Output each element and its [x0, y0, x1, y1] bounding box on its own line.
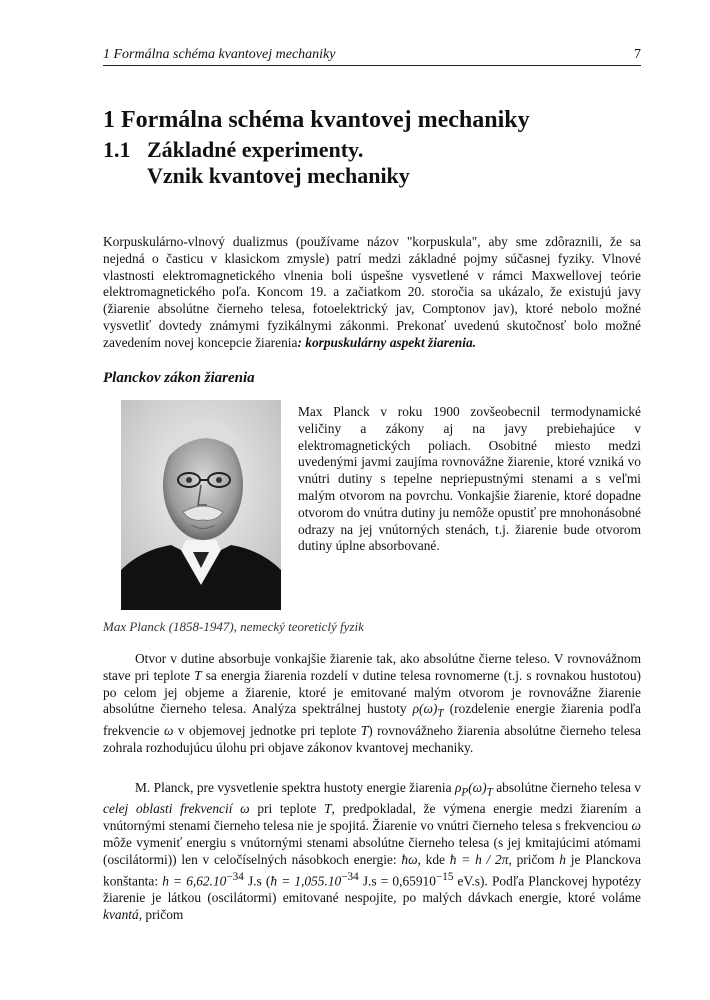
math-omega-arg: (ω) — [468, 780, 487, 795]
portrait-caption: Max Planck (1858-1947), nemecký teoreticlý fyzik — [103, 619, 364, 634]
math-unit: J.s — [243, 873, 262, 889]
section-title — [103, 137, 410, 189]
paragraph-blackbody — [103, 651, 641, 756]
text-span: , kde — [417, 851, 450, 867]
math-h: h — [559, 851, 566, 867]
math-hbar-definition: ħ = h / 2π — [449, 851, 509, 867]
intro-emphasis: : korpuskulárny aspekt žiarenia. — [297, 334, 477, 350]
running-header-title: 1 Formálna schéma kvantovej mechaniky — [103, 47, 336, 62]
math-hbar-value: ħ = 1,055.10 — [270, 873, 342, 889]
emphasis-quanta: kvantá — [103, 906, 139, 922]
math-T: T — [360, 722, 369, 738]
math-exponent: −15 — [435, 870, 454, 883]
math-exponent: −34 — [341, 870, 359, 883]
math-T: T — [194, 667, 202, 683]
math-T: T — [324, 801, 332, 817]
max-planck-portrait — [121, 400, 281, 610]
text-span: v objemovej jednotke pri teplote — [173, 722, 361, 738]
math-rho-omega: ρ(ω) — [412, 701, 438, 717]
intro-text: Korpuskulárno-vlnový dualizmus (používame názov "korpuskula", aby sme zdôraznili, že sa nejedná o časticu v klasickom zmysle) patrí medzi základné pojmy súčasnej fyziky. Vlnové vlastnosti elektromagnetického vlnenia boli úspešne vysvetlené v rámci Maxwellovej teórie elektromagnetického poľa. Koncom 19. a začiatkom 20. storočia sa ukázalo, že existujú javy (žiarenie absolútne čierneho telesa, fotoelektrický jav, Comptonov jav), ktoré nebolo možné vysvetliť dovtedy známymi fyzikálnymi zákonmi. Prekonať uvedenú skutočnosť bolo možné zavedením novej koncepcie žiarenia — [103, 234, 641, 350]
text-span: , pričom — [508, 851, 560, 867]
math-unit: eV.s — [453, 873, 480, 889]
text-span: ). Podľa Planckovej hypotézy žiarenie je látkou (oscilátormi) emitované nespojite, po malých dávkach energie, ktoré voláme — [103, 873, 642, 905]
math-subscript-P: P — [461, 786, 469, 799]
chapter-title: 1 Formálna schéma kvantovej mechaniky — [103, 107, 530, 133]
text-span: , predpokladal, že výmena energie medzi žiarením a vnútornými stenami čierneho telesa nie je spojitá. Žiarenie vo vnútri čierneho telesa s frekvenciou — [103, 801, 642, 834]
text-span: je Planckova konštanta: — [103, 851, 641, 889]
planck-intro-paragraph: Max Planck v roku 1900 zovšeobecnil termodynamické veličiny a zákony aj na javy prebiehajúce v elektromagnetických poliach. Osobitné miesto medzi uvedenými javmi zaujíma rovnovážne žiarenie, ktoré vzniká vo vnútri dutiny s tepelne nepriepustnými stenami a s veľmi malým otvorom na povrchu. Vonkajšie žiarenie, ktoré dopadne otvorom do vnútra dutiny ju nemôže opustiť pre mnohonásobné odrazy na jej vnútorných stenách, t.j. žiarenie bude otvorom dutiny úplne absorbované. — [298, 404, 641, 554]
math-subscript-T: T — [437, 708, 444, 721]
text-span: absolútne čierneho telesa v — [492, 780, 641, 795]
text-span: ( — [261, 873, 271, 889]
subsection-title: Planckov zákon žiarenia — [103, 370, 255, 386]
intro-paragraph — [103, 234, 641, 352]
math-omega: ω — [163, 722, 174, 738]
math-hbar-omega: ħω — [401, 851, 418, 867]
text-span: pri teplote — [249, 801, 325, 817]
page-number: 7 — [634, 47, 641, 62]
text-span: sa energia žiarenia rozdelí v dutine telesa rovnomerne (t.j. s rovnakou hustotou) po celom jej objeme a žiarenie, ktoré je emitované malým otvorom je rovnovážne žiarenie absolútne čierneho telesa. Analýza spektrálnej hustoty — [103, 667, 641, 717]
running-header — [103, 47, 641, 66]
emphasis-frequency-range: celej oblasti frekvencií — [103, 801, 233, 817]
section-title-line1: Základné experimenty. — [147, 137, 364, 162]
math-subscript-T: T — [486, 786, 493, 799]
portrait-image — [121, 400, 281, 610]
math-omega: ω — [631, 818, 641, 834]
math-omega: ω — [232, 801, 250, 817]
text-span: , pričom — [138, 906, 184, 922]
math-exponent: −34 — [226, 870, 244, 883]
math-planck-constant: h = 6,62.10 — [162, 873, 227, 889]
text-span: (rozdelenie energie žiarenia podľa frekvencie — [103, 701, 642, 738]
math-unit: J.s = 0,65910 — [358, 873, 436, 889]
text-span: Otvor v dutine absorbuje vonkajšie žiarenie tak, ako absolútne čierne teleso. V rovnovážnom stave pri teplote — [103, 651, 641, 683]
text-span: môže vymeniť energiu s vnútornými stenami absolútne čierneho telesa (s jej kmitajúcimi atómami (oscilátormi)) len v celočíselných násobkoch energie: — [103, 835, 641, 867]
math-rho: ρ — [454, 780, 462, 795]
section-title-line2: Vznik kvantovej mechaniky — [147, 163, 410, 188]
section-number: 1.1 — [103, 137, 131, 162]
paragraph-planck-hypothesis — [103, 780, 641, 924]
text-span: ) rovnovážneho žiarenia absolútne čierneho telesa zohrala rozhodujúcu úlohu pri objave zákonov kvantovej mechaniky. — [103, 722, 641, 755]
text-span: M. Planck, pre vysvetlenie spektra hustoty energie žiarenia — [135, 780, 455, 795]
